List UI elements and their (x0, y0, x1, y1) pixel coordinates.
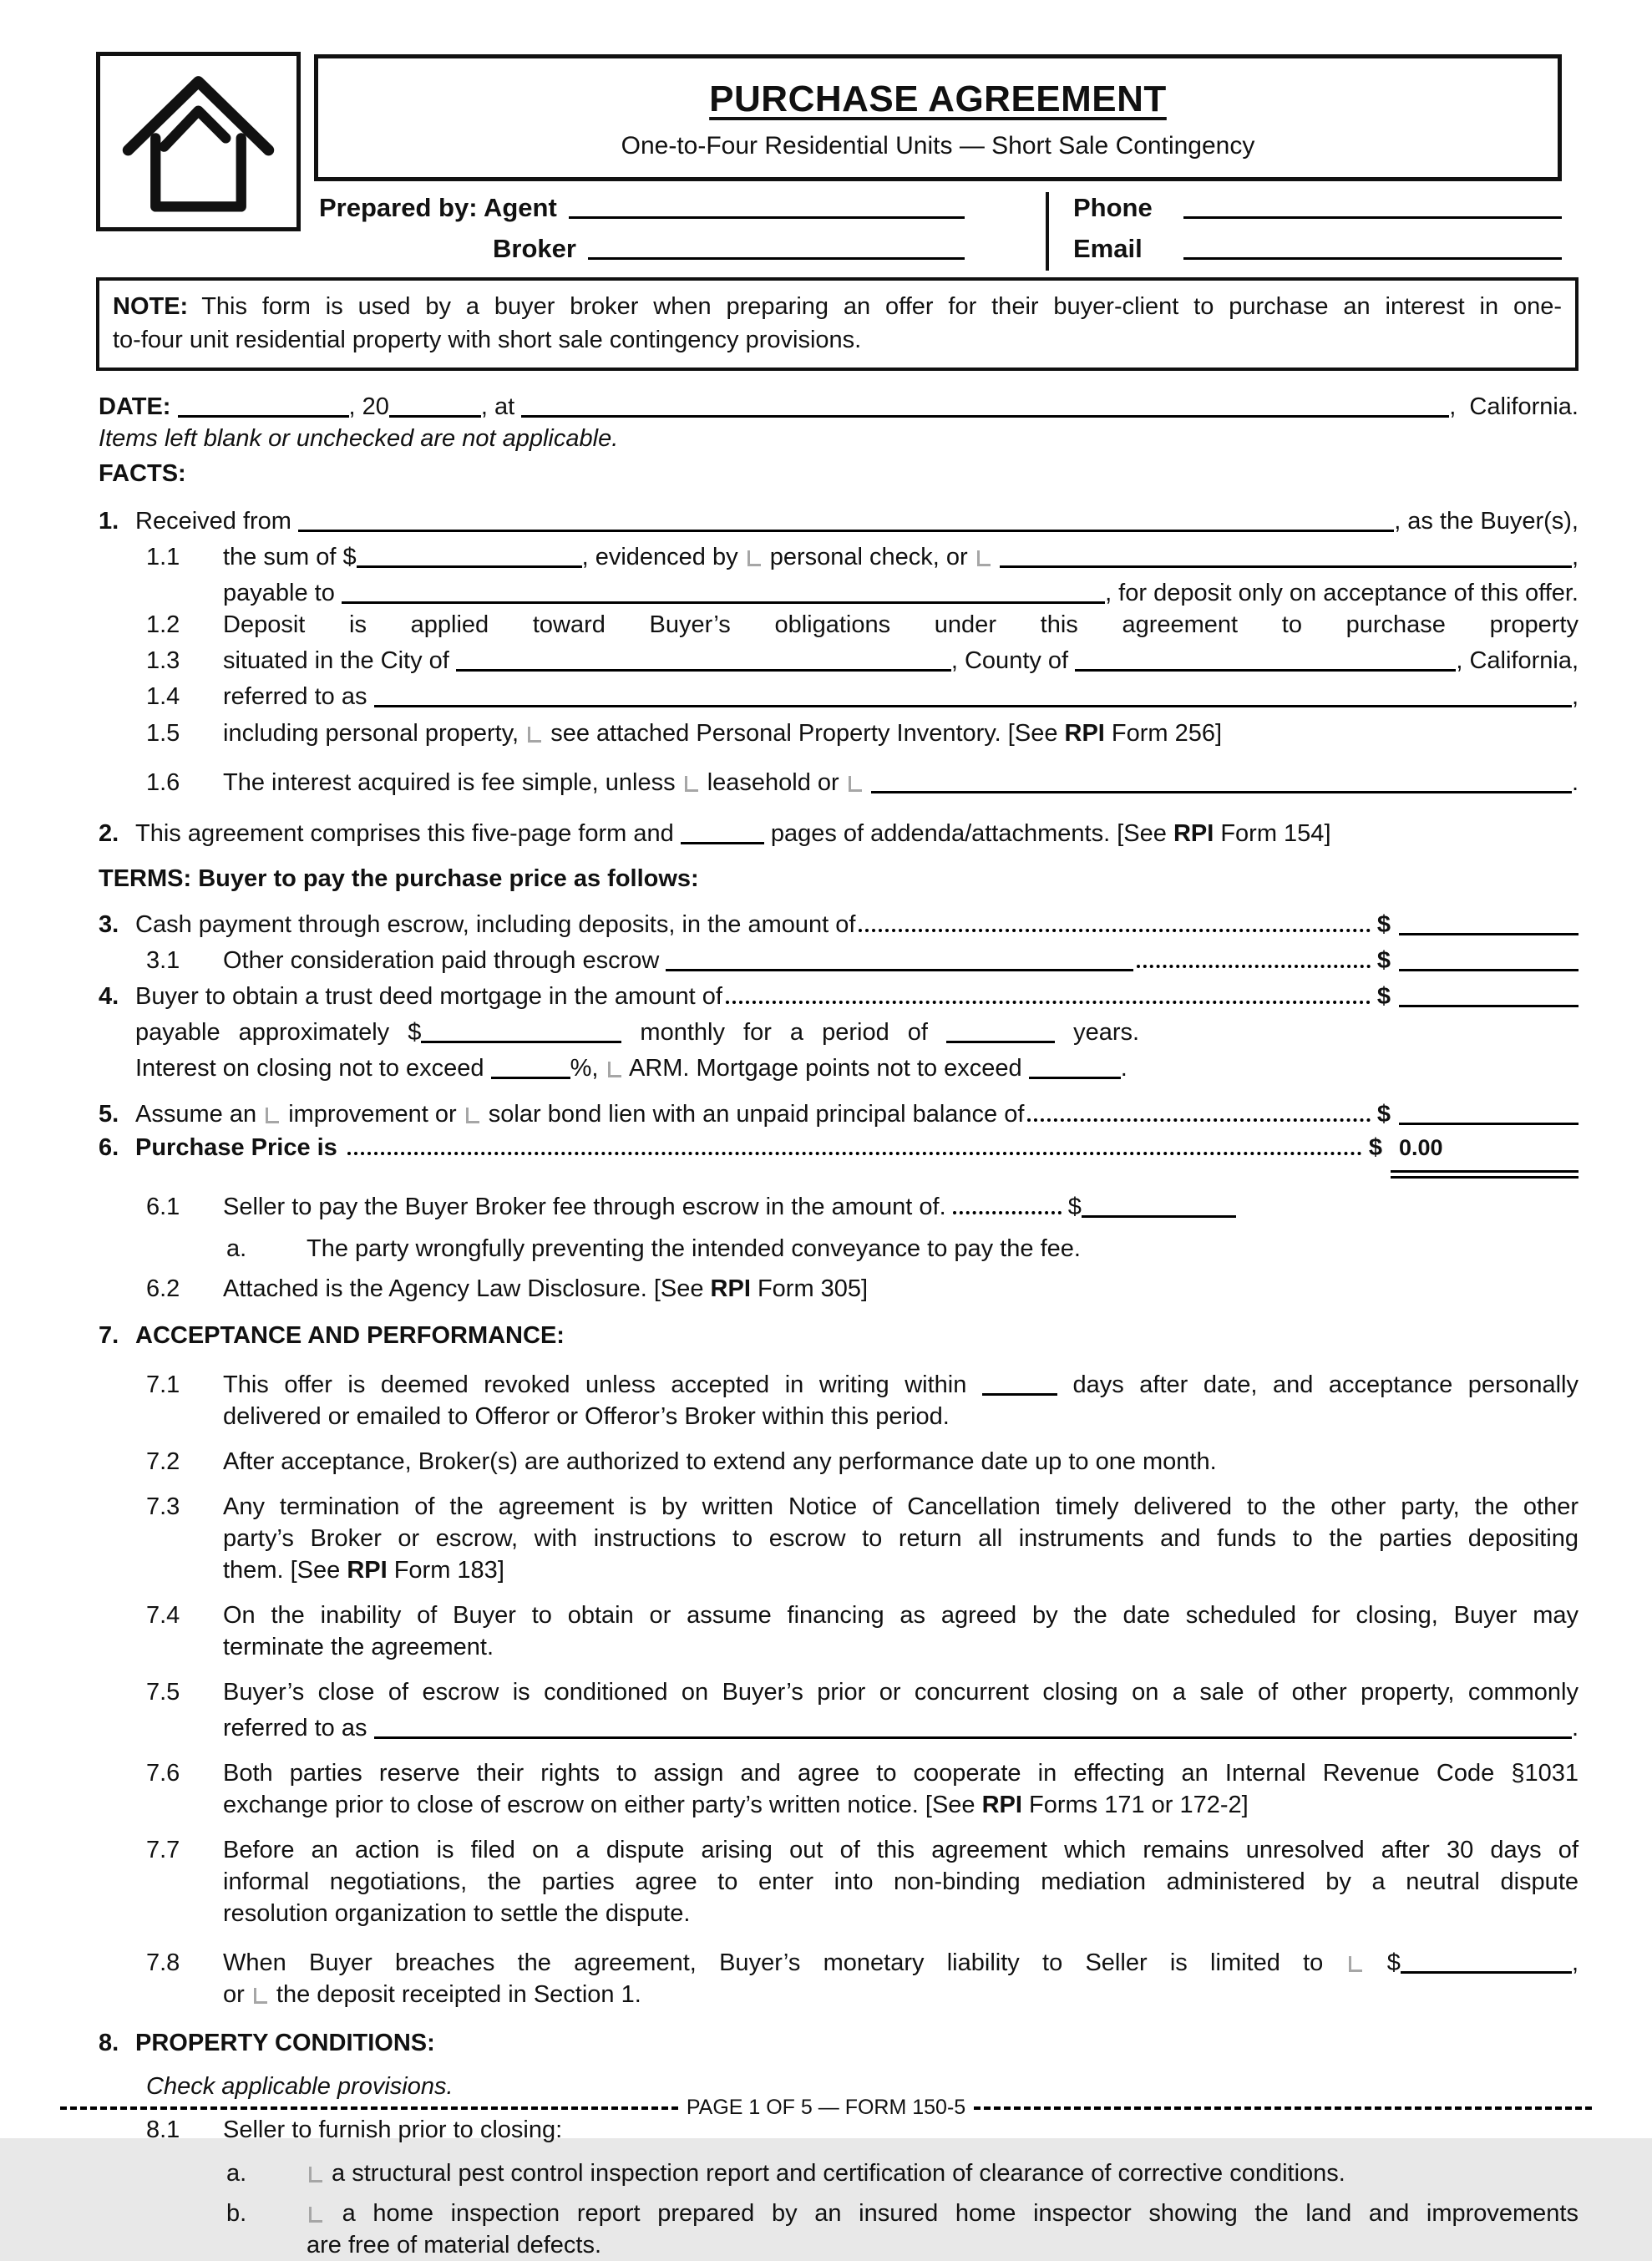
checkbox[interactable] (608, 1062, 621, 1077)
line-body (223, 717, 1579, 749)
line-body (223, 1979, 1579, 2010)
text-segment: $ (1061, 1194, 1082, 1220)
text-segment: referred to as (223, 1715, 374, 1741)
page-title: PURCHASE AGREEMENT (709, 79, 1167, 119)
text-segment: personal check, or (763, 544, 975, 570)
text-segment (993, 541, 1000, 573)
item-3-1 (96, 940, 1579, 976)
item-1-1-cont (96, 573, 1579, 609)
text-segment: , (1571, 1949, 1579, 1976)
line-body (96, 863, 1579, 895)
blank-field[interactable] (389, 390, 481, 418)
blank-field[interactable] (666, 944, 1133, 971)
text-segment: RPI (710, 1275, 751, 1302)
blank-field[interactable] (374, 680, 1572, 707)
prepared-by-left (314, 187, 1046, 269)
phone-row (1073, 187, 1562, 228)
item-1 (96, 501, 1579, 537)
item-number: 1.6 (146, 769, 180, 796)
purchase-price-value: 0.00 (1399, 1135, 1443, 1160)
text-segment: . (1571, 1715, 1579, 1741)
section-8-heading (96, 2027, 1579, 2059)
item-7-3-cont2 (96, 1554, 1579, 1586)
text-segment: On the inability of Buyer to obtain or assume financing as agreed by the date scheduled for closing, Buyer may (223, 1602, 1579, 1629)
checkbox[interactable] (466, 1108, 479, 1123)
text-segment: years. (1055, 1019, 1140, 1046)
text-segment: including personal property, (223, 720, 526, 747)
line-body (223, 1943, 1579, 1979)
text-segment: Before an action is filed on a dispute arising out of this agreement which remains unresolved after 30 days of (223, 1837, 1579, 1863)
item-number: 2. (99, 820, 119, 847)
item-7-7-cont2 (96, 1898, 1579, 1929)
text-segment: , California. (1449, 393, 1579, 420)
text-segment: , for deposit only on acceptance of this offer. (1105, 580, 1579, 606)
form-body (96, 277, 1579, 2261)
text-segment: improvement or (281, 1101, 464, 1128)
form-lines (96, 387, 1579, 2261)
text-segment: RPI (347, 1557, 388, 1584)
item-2 (96, 814, 1579, 849)
checkbox[interactable] (747, 550, 761, 566)
page-footer (52, 2096, 1600, 2120)
title-box (314, 54, 1562, 181)
item-6-1-a (96, 1233, 1579, 1265)
dotted-leader (953, 1189, 1062, 1214)
item-number: 7.2 (146, 1448, 180, 1475)
line-body (223, 1401, 1579, 1432)
item-number: 7.6 (146, 1760, 180, 1787)
item-7-1 (96, 1365, 1579, 1401)
line-body (135, 1048, 1579, 1084)
prepared-by-right (1073, 187, 1562, 269)
text-segment: $ (1364, 1949, 1401, 1976)
item-6-1 (96, 1187, 1579, 1223)
item-number: 7.4 (146, 1602, 180, 1629)
phone-label: Phone (1073, 193, 1153, 222)
item-1-2 (96, 609, 1579, 641)
blank-field[interactable] (681, 817, 764, 844)
item-7-3 (96, 1491, 1579, 1523)
item-1-4 (96, 677, 1579, 712)
text-segment: , (1571, 544, 1579, 570)
line-body (96, 458, 1579, 489)
email-field[interactable] (1183, 231, 1562, 260)
text-segment: terminate the agreement. (223, 1634, 494, 1660)
line-body (223, 1523, 1579, 1554)
text-segment: days after date, and acceptance personally (1057, 1371, 1579, 1398)
item-number: 3. (99, 911, 119, 938)
line-body (223, 573, 1579, 609)
line-body (135, 501, 1579, 537)
text-segment: the deposit receipted in Section 1. (269, 1981, 641, 2008)
text-segment: , (1571, 683, 1579, 710)
broker-label: Broker (493, 234, 576, 263)
item-7-2 (96, 1446, 1579, 1478)
item-number: 7.7 (146, 1837, 180, 1863)
item-7-5-cont (96, 1708, 1579, 1744)
text-segment: referred to as (223, 683, 374, 710)
line-body (223, 1365, 1579, 1401)
blank-field[interactable] (342, 576, 1105, 604)
line-body (307, 2229, 1579, 2261)
line-body (96, 423, 1579, 454)
text-segment: , at (480, 393, 522, 420)
item-number: 6.2 (146, 1275, 180, 1302)
text-segment: delivered or emailed to Offeror or Offeror’s Broker within this period. (223, 1403, 950, 1430)
section-7-heading (96, 1320, 1579, 1351)
line-body (223, 1866, 1579, 1898)
text-segment: Seller to pay the Buyer Broker fee through escrow in the amount of. (223, 1194, 953, 1220)
text-segment: Form 256] (1104, 720, 1223, 747)
item-7-4 (96, 1599, 1579, 1631)
item-8-1-b (96, 2198, 1579, 2229)
blank-field[interactable] (1075, 644, 1456, 672)
blank-field[interactable] (521, 390, 1449, 418)
blank-field[interactable] (456, 644, 951, 672)
item-8-1-b-cont (96, 2229, 1579, 2261)
item-number: 1. (99, 508, 119, 535)
line-body (223, 763, 1579, 798)
text-segment: %, (570, 1055, 606, 1082)
text-segment: party’s Broker or escrow, with instructions to escrow to return all instruments and funds to the parties depositing (223, 1525, 1579, 1552)
amount-field[interactable] (1399, 1098, 1579, 1125)
text-segment: Form 305] (750, 1275, 869, 1302)
item-number: a. (226, 2160, 247, 2187)
checkbox[interactable] (309, 2207, 322, 2223)
item-1-5 (96, 717, 1579, 749)
items-blank-note (96, 423, 1579, 454)
text-segment: Both parties reserve their rights to assign and agree to cooperate in effecting an Internal Revenue Code §1031 (223, 1760, 1579, 1787)
item-4-cont1 (96, 1012, 1579, 1048)
item-number: 1.4 (146, 683, 180, 710)
note-label: NOTE: (113, 293, 189, 320)
item-5 (96, 1094, 1579, 1130)
blank-field[interactable] (421, 1016, 621, 1043)
checkbox[interactable] (309, 2167, 322, 2182)
text-segment: or (223, 1981, 251, 2008)
blank-field[interactable] (1401, 1946, 1572, 1974)
house-icon (100, 56, 296, 227)
text-segment: Seller to furnish prior to closing: (223, 2117, 563, 2143)
item-number: 5. (99, 1101, 119, 1128)
page-subtitle: One-to-Four Residential Units — Short Sale Contingency (621, 132, 1255, 160)
text-segment: Other consideration paid through escrow (223, 947, 666, 974)
text-segment: PROPERTY CONDITIONS: (135, 2030, 435, 2056)
email-row (1073, 228, 1562, 269)
line-body (135, 1012, 1579, 1048)
item-number: 8.1 (146, 2117, 180, 2143)
footer-text: PAGE 1 OF 5 — FORM 150-5 (686, 2096, 966, 2119)
text-segment: . (1120, 1055, 1128, 1082)
line-body (223, 1554, 1579, 1586)
dollar-sign-icon: $ (1376, 983, 1391, 1010)
text-segment: This agreement comprises this five-page form and (135, 820, 681, 847)
text-segment: Form 154] (1214, 820, 1331, 847)
item-number: 6. (99, 1134, 119, 1161)
line-body (307, 2198, 1579, 2229)
blank-field[interactable] (357, 540, 582, 568)
text-segment: Any termination of the agreement is by written Notice of Cancellation timely delivered to the other party, the other (223, 1493, 1579, 1520)
item-1-6 (96, 763, 1579, 798)
broker-row (314, 228, 1046, 269)
text-segment: situated in the City of (223, 647, 456, 674)
footer-dash-right (974, 2106, 1592, 2110)
line-body (307, 1233, 1579, 1265)
line-body (223, 1273, 1579, 1305)
text-segment: leasehold or (700, 769, 846, 796)
text-segment: , California, (1456, 647, 1579, 674)
line-body (135, 2027, 1579, 2059)
checkbox[interactable] (685, 776, 698, 792)
text-segment: payable approximately $ (135, 1019, 422, 1046)
line-body (223, 1446, 1579, 1478)
line-body (223, 1898, 1579, 1929)
line-body (223, 1708, 1579, 1744)
item-7-6-cont (96, 1789, 1579, 1821)
line-body (223, 1757, 1579, 1789)
item-number: 7. (99, 1322, 119, 1349)
text-segment: ARM. Mortgage points not to exceed (623, 1055, 1029, 1082)
prepared-by-divider (1046, 192, 1049, 271)
item-number: 7.5 (146, 1679, 180, 1706)
item-7-3-cont1 (96, 1523, 1579, 1554)
line-body (135, 814, 1579, 849)
purchase-price-field[interactable] (1391, 1135, 1579, 1179)
text-segment: When Buyer breaches the agreement, Buyer’s monetary liability to Seller is limited to (223, 1949, 1346, 1976)
item-number: 1.5 (146, 720, 180, 747)
prepared-by-section (314, 187, 1562, 274)
line-body (135, 1094, 1579, 1130)
line-body (223, 1631, 1579, 1663)
line-body (96, 387, 1579, 423)
checkbox[interactable] (266, 1108, 279, 1123)
prepared-by-agent-label: Prepared by: Agent (319, 193, 557, 222)
text-segment: payable to (223, 580, 342, 606)
item-3 (96, 905, 1579, 940)
dotted-leader (726, 979, 1371, 1004)
text-segment: monthly for a period of (621, 1019, 947, 1046)
line-body (223, 609, 1579, 641)
item-7-8-cont (96, 1979, 1579, 2010)
agent-row (314, 187, 1046, 228)
text-segment: After acceptance, Broker(s) are authorized to extend any performance date up to one month. (223, 1448, 1217, 1475)
line-body (135, 1130, 1579, 1179)
dotted-leader (1027, 1097, 1370, 1122)
terms-heading (96, 863, 1579, 895)
text-segment: RPI (981, 1792, 1022, 1818)
text-segment: DATE: (99, 393, 178, 420)
blank-field[interactable] (1000, 540, 1572, 568)
item-number: 6.1 (146, 1194, 180, 1220)
amount-field[interactable] (1399, 908, 1579, 935)
item-7-7-cont1 (96, 1866, 1579, 1898)
text-segment: RPI (1064, 720, 1105, 747)
item-number: 7.1 (146, 1371, 180, 1398)
note-line-1 (113, 290, 1562, 323)
text-segment: pages of addenda/attachments. [See (763, 820, 1173, 847)
text-segment: are free of material defects. (307, 2232, 601, 2258)
broker-name-field[interactable] (588, 231, 965, 260)
text-segment: . (1571, 769, 1579, 796)
item-number: b. (226, 2200, 247, 2227)
text-segment: Deposit is applied toward Buyer’s obligations under this agreement to purchase property (223, 611, 1579, 638)
item-number: 3.1 (146, 947, 180, 974)
phone-field[interactable] (1183, 190, 1562, 219)
item-7-5 (96, 1676, 1579, 1708)
text-segment: resolution organization to settle the dispute. (223, 1900, 691, 1927)
line-body (223, 1789, 1579, 1821)
text-segment: , evidenced by (581, 544, 745, 570)
text-segment: TERMS: Buyer to pay the purchase price as follows: (99, 865, 699, 892)
item-number: a. (226, 1235, 247, 1262)
line-body (135, 905, 1579, 940)
item-1-3 (96, 641, 1579, 677)
item-number: 1.2 (146, 611, 180, 638)
dollar-sign-icon: $ (1368, 1134, 1382, 1161)
text-segment: a structural pest control inspection report and certification of clearance of corrective conditions. (325, 2160, 1345, 2187)
text-segment: , County of (950, 647, 1076, 674)
item-number: 7.3 (146, 1493, 180, 1520)
text-segment: Purchase Price is (135, 1134, 344, 1161)
line-body (135, 976, 1579, 1012)
text-segment: Cash payment through escrow, including deposits, in the amount of (135, 911, 856, 938)
line-body (223, 537, 1579, 573)
house-logo-box (96, 52, 301, 231)
text-segment: Received from (135, 508, 299, 535)
text-segment: Attached is the Agency Law Disclosure. [See (223, 1275, 711, 1302)
item-6-2 (96, 1273, 1579, 1305)
item-number: 1.1 (146, 544, 180, 570)
line-body (223, 677, 1579, 712)
line-body (223, 1834, 1579, 1866)
checkbox[interactable] (849, 776, 862, 792)
item-number: 4. (99, 983, 119, 1010)
text-segment: ACCEPTANCE AND PERFORMANCE: (135, 1322, 565, 1349)
line-body (223, 1599, 1579, 1631)
text-segment: Forms 171 or 172-2] (1021, 1792, 1249, 1818)
dotted-leader (859, 907, 1370, 932)
date-line (96, 387, 1579, 423)
facts-heading (96, 458, 1579, 489)
text-segment: Interest on closing not to exceed (135, 1055, 491, 1082)
dotted-leader (347, 1130, 1362, 1155)
blank-field[interactable] (982, 1368, 1057, 1396)
note-text-2: to-four unit residential property with short sale contingency provisions. (113, 327, 862, 353)
item-7-8 (96, 1943, 1579, 1979)
text-segment: The party wrongfully preventing the intended conveyance to pay the fee. (307, 1235, 1081, 1262)
text-segment: exchange prior to close of escrow on either party’s written notice. [See (223, 1792, 982, 1818)
footer-dash-left (60, 2106, 678, 2110)
note-box (96, 277, 1579, 371)
item-7-6 (96, 1757, 1579, 1789)
blank-field[interactable] (374, 1711, 1572, 1739)
blank-field[interactable] (1029, 1052, 1121, 1079)
line-body (223, 1676, 1579, 1708)
text-segment: This offer is deemed revoked unless accepted in writing within (223, 1371, 982, 1398)
line-body (135, 1320, 1579, 1351)
item-7-1-cont (96, 1401, 1579, 1432)
blank-field[interactable] (1082, 1190, 1236, 1218)
blank-field[interactable] (178, 390, 349, 418)
blank-field[interactable] (298, 504, 1394, 532)
text-segment: , 20 (348, 393, 389, 420)
text-segment: The interest acquired is fee simple, unless (223, 769, 682, 796)
item-number: 1.3 (146, 647, 180, 674)
amount-field[interactable] (1399, 980, 1579, 1007)
text-segment: informal negotiations, the parties agree to enter into non-binding mediation administered by a neutral dispute (223, 1868, 1579, 1895)
text-segment: RPI (1173, 820, 1214, 847)
blank-field[interactable] (946, 1016, 1055, 1043)
text-segment: Form 183] (387, 1557, 504, 1584)
text-segment: Items left blank or unchecked are not applicable. (99, 425, 619, 452)
amount-field[interactable] (1399, 944, 1579, 971)
item-4 (96, 976, 1579, 1012)
text-segment: Check applicable provisions. (146, 2073, 454, 2100)
text-segment: FACTS: (99, 460, 186, 487)
agent-name-field[interactable] (569, 190, 965, 219)
note-text-1: This form is used by a buyer broker when preparing an offer for their buyer-client to purchase an interest in one- (201, 293, 1562, 320)
dollar-sign-icon: $ (1376, 1101, 1391, 1128)
item-6 (96, 1130, 1579, 1179)
checkbox[interactable] (977, 550, 991, 566)
checkbox[interactable] (1349, 1956, 1362, 1972)
item-number: 8. (99, 2030, 119, 2056)
item-8-1-a (96, 2157, 1579, 2189)
line-body (223, 1187, 1579, 1223)
checkbox[interactable] (254, 1988, 267, 2004)
blank-field[interactable] (491, 1052, 570, 1079)
text-segment: Buyer to obtain a trust deed mortgage in the amount of (135, 983, 722, 1010)
item-1-1 (96, 537, 1579, 573)
line-body (307, 2157, 1579, 2189)
blank-field[interactable] (871, 766, 1572, 793)
line-body (223, 641, 1579, 677)
text-segment (864, 767, 871, 798)
item-7-7 (96, 1834, 1579, 1866)
line-body (223, 940, 1579, 976)
text-segment: them. [See (223, 1557, 347, 1584)
text-segment: see attached Personal Property Inventory. [See (544, 720, 1065, 747)
text-segment: Assume an (135, 1101, 264, 1128)
line-body (223, 1491, 1579, 1523)
dollar-sign-icon: $ (1376, 947, 1391, 974)
item-number: 7.8 (146, 1949, 180, 1976)
text-segment: solar bond lien with an unpaid principal balance of (481, 1101, 1025, 1128)
text-segment: Buyer’s close of escrow is conditioned on Buyer’s prior or concurrent closing on a sale of other property, commonly (223, 1679, 1579, 1706)
text-segment: the sum of $ (223, 544, 357, 570)
item-4-cont2 (96, 1048, 1579, 1084)
text-segment: , as the Buyer(s), (1394, 508, 1579, 535)
checkbox[interactable] (528, 727, 541, 743)
dollar-sign-icon: $ (1376, 911, 1391, 938)
text-segment: a home inspection report prepared by an insured home inspector showing the land and improvements (325, 2200, 1579, 2227)
item-7-4-cont (96, 1631, 1579, 1663)
dotted-leader (1137, 943, 1371, 968)
email-label: Email (1073, 234, 1143, 263)
